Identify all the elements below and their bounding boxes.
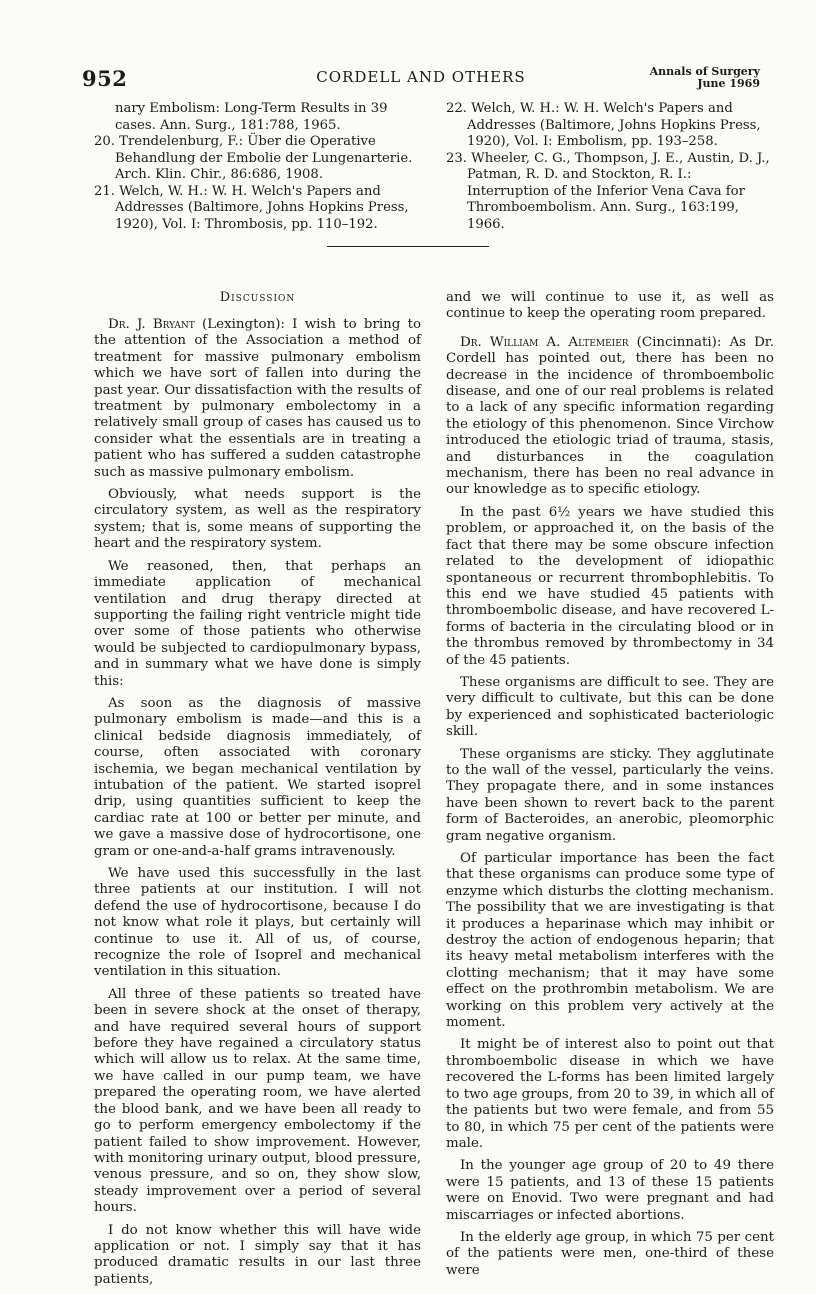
paragraph: In the elderly age group, in which 75 per cent of the patients were men, one-third of these were bbox=[446, 1229, 774, 1278]
paragraph: These organisms are sticky. They agglutinate to the wall of the vessel, particularly the veins. They propagate there, and in some instances have been shown to revert back to the parent form of Bacteroides, an anerobic, pleomorphic gram negative organism. bbox=[446, 746, 774, 844]
paragraph: Obviously, what needs support is the circulatory system, as well as the respiratory system; that is, some means of supporting the heart and the respiratory system. bbox=[94, 487, 421, 552]
reference-23: 23. Wheeler, C. G., Thompson, J. E., Austin, D. J., Patman, R. D. and Stockton, R. I.: Interruption of the Inferior Vena Cava for Thromboembolism. Ann. Surg., 163:199, 1966. bbox=[446, 150, 770, 232]
journal-info bbox=[650, 66, 760, 90]
section-divider bbox=[327, 246, 489, 247]
paragraph: Dr. William A. Altemeier (Cincinnati): As Dr. Cordell has pointed out, there has been no decrease in the incidence of thromboembolic disease, and one of our real problems is related to a lack of any specific information regarding the etiology of this phenomenon. Since Virchow introduced the etiologic triad of trauma, stasis, and disturbances in the coagulation mechanism, there has been no real advance in our knowledge as to specific etiology. bbox=[446, 334, 774, 498]
running-head: CORDELL AND OTHERS bbox=[316, 68, 526, 86]
discussion-right-column bbox=[446, 290, 774, 1285]
reference-20: 20. Trendelenburg, F.: Über die Operative Behandlung der Embolie der Lungenarterie. Arch. Klin. Chir., 86:686, 1908. bbox=[94, 134, 413, 182]
speaker-name: Dr. J. Bryant bbox=[108, 317, 195, 332]
paragraph: In the past 6½ years we have studied this problem, or approached it, on the basis of the fact that there may be some obscure infection related to the development of idiopathic spontaneous or recurrent thrombophlebitis. To this end we have studied 45 patients with thromboembolic disease, and have recovered L-forms of bacteria in the circulating blood or in the thrombus removed by thrombectomy in 34 of the 45 patients. bbox=[446, 504, 774, 668]
references-right bbox=[446, 101, 774, 233]
paragraph: We reasoned, then, that perhaps an immediate application of mechanical ventilation and drug therapy directed at supporting the failing right ventricle might tide over some of those patients who otherwise would be subjected to cardiopulmonary bypass, and in summary what we have done is simply this: bbox=[94, 558, 421, 689]
paragraph: I do not know whether this will have wide application or not. I simply say that it has produced dramatic results in our last three patients, bbox=[94, 1222, 421, 1287]
journal-name: Annals of Surgery bbox=[649, 65, 760, 78]
reference-22: 22. Welch, W. H.: W. H. Welch's Papers and Addresses (Baltimore, Johns Hopkins Press, 1920), Vol. I: Embolism, pp. 193–258. bbox=[446, 101, 761, 149]
paragraph: It might be of interest also to point out that thromboembolic disease in which we have recovered the L-forms has been limited largely to two age groups, from 20 to 39, in which all of the patients but two were female, and from 55 to 80, in which 75 per cent of the patients were male. bbox=[446, 1037, 774, 1151]
discussion-left-column bbox=[94, 317, 421, 1294]
reference-19-continuation: nary Embolism: Long-Term Results in 39 cases. Ann. Surg., 181:788, 1965. bbox=[115, 101, 388, 133]
paragraph: In the younger age group of 20 to 49 there were 15 patients, and 13 of these 15 patients were on Enovid. Two were pregnant and had miscarriages or infected abortions. bbox=[446, 1158, 774, 1223]
paragraph: All three of these patients so treated have been in severe shock at the onset of therapy, and have required several hours of support before they have regained a circulatory status which will allow us to relax. At the same time, we have called in our pump team, we have prepared the operating room, we have alerted the blood bank, and we have been all ready to go to perform emergency embolectomy if the patient failed to show improvement. However, with monitoring urinary output, blood pressure, venous pressure, and so on, they show slow, steady improvement over a period of several hours. bbox=[94, 986, 421, 1216]
journal-date: June 1969 bbox=[697, 77, 760, 90]
paragraph: We have used this successfully in the last three patients at our institution. I will not defend the use of hydrocortisone, because I do not know what role it plays, but certainly will continue to use it. All of us, of course, recognize the role of Isoprel and mechanical ventilation in this situation. bbox=[94, 866, 421, 980]
references-left bbox=[94, 101, 421, 233]
reference-21: 21. Welch, W. H.: W. H. Welch's Papers and Addresses (Baltimore, Johns Hopkins Press, 1920), Vol. I: Thrombosis, pp. 110–192. bbox=[94, 183, 409, 232]
section-title: Discussion bbox=[219, 290, 296, 305]
speaker-name: Dr. William A. Altemeier bbox=[460, 334, 629, 350]
page-number: 952 bbox=[82, 66, 128, 91]
paragraph: Of particular importance has been the fact that these organisms can produce some type of enzyme which disturbs the clotting mechanism. The possibility that we are investigating is that it produces a heparinase which may inhibit or destroy the action of endogenous heparin; that its heavy metal metabolism interferes with the clotting mechanism; that it may have some effect on the prothrombin metabolism. We are working on this problem very actively at the moment. bbox=[446, 851, 774, 1031]
paragraph: As soon as the diagnosis of massive pulmonary embolism is made—and this is a clinical bedside diagnosis immediately, of course, often associated with coronary ischemia, we began mechanical ventilation by intubation of the patient. We started isoprel drip, using quantities sufficient to keep the cardiac rate at 100 or better per minute, and we gave a massive dose of hydrocortisone, one gram or one-and-a-half grams intravenously. bbox=[94, 695, 421, 859]
page-header bbox=[82, 66, 760, 96]
paragraph: and we will continue to use it, as well as continue to keep the operating room prepared. bbox=[446, 290, 774, 322]
paragraph: Dr. J. Bryant (Lexington): I wish to bring to the attention of the Association a method of treatment for massive pulmonary embolism which we have sort of fallen into during the past year. Our dissatisfaction with the results of treatment by pulmonary embolectomy in a relatively small group of cases has caused us to consider what the essentials are in treating a patient who has suffered a sudden catastrophe such as massive pulmonary embolism. bbox=[94, 317, 422, 480]
paragraph: These organisms are difficult to see. They are very difficult to cultivate, but this can be done by experienced and sophisticated bacteriologic skill. bbox=[446, 674, 774, 740]
